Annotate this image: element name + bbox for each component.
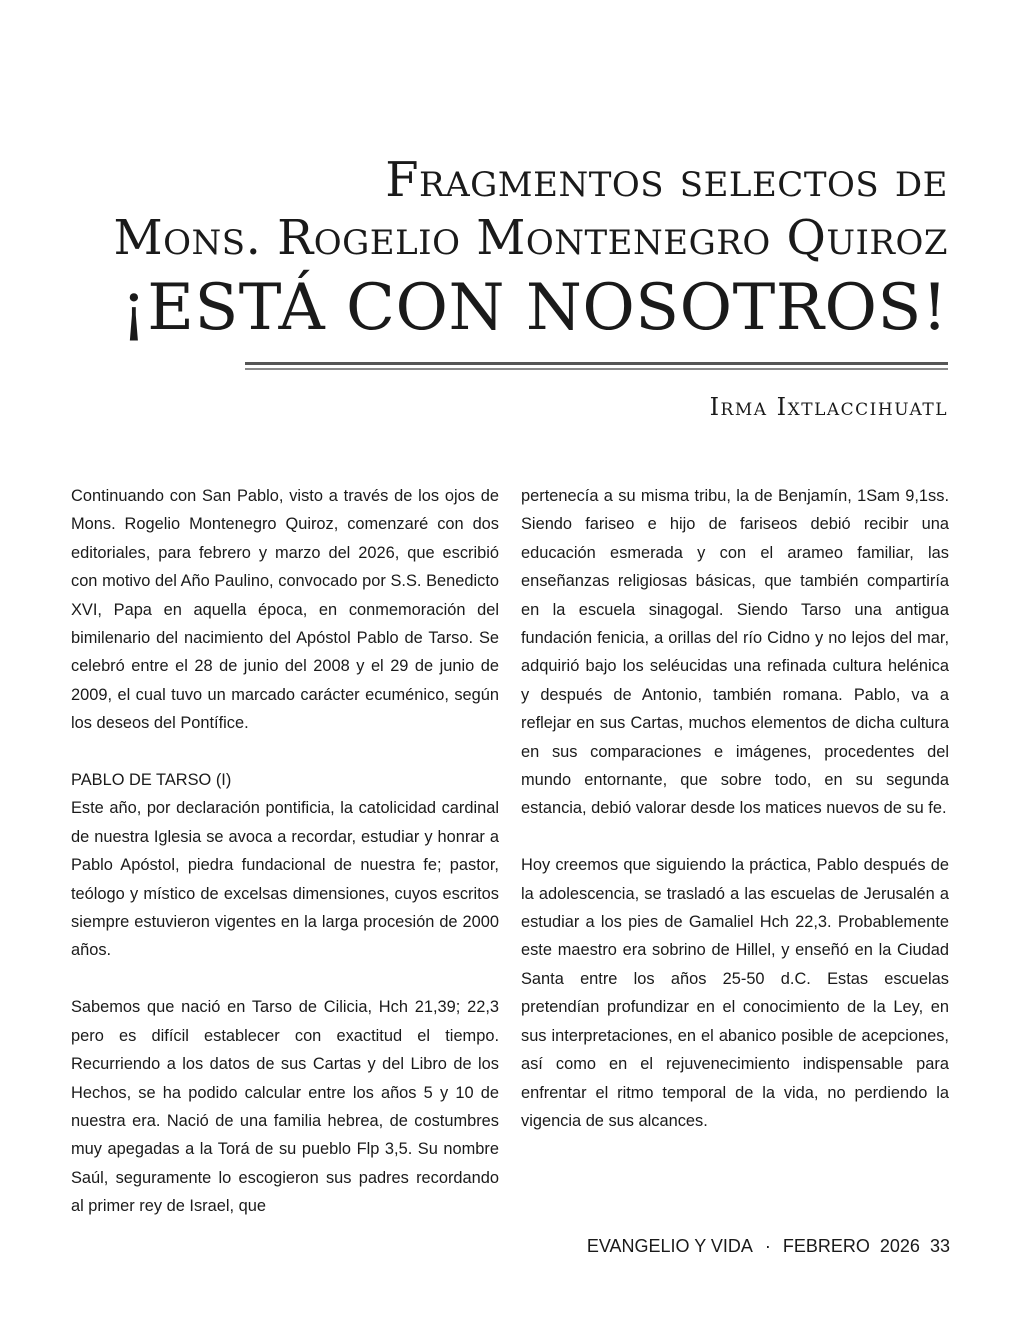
section-heading: PABLO DE TARSO (I): [71, 771, 232, 790]
publication-name: EVANGELIO Y VIDA: [586, 1236, 753, 1256]
paragraph: Continuando con San Pablo, visto a través de los ojos de Mons. Rogelio Montenegro Quiroz, comenzaré con dos editoriales, para febrero y marzo del 2026, que escribió con motivo del Año Paulino, convocado por S.S. Benedicto XVI, Papa en aquella época, en conmemoración del bimilenario del nacimiento del Apóstol Pablo de Tarso. Se celebró entre el 28 de junio del 2008 y el 29 de junio de 2009, el cual tuvo un marcado carácter ecuménico, según los deseos del Pontífice.: [71, 487, 499, 733]
author-byline: Irma Ixtlaccihuatl: [709, 393, 948, 421]
title-line-1: Fragmentos selectos de: [385, 152, 948, 208]
issue-date: FEBRERO 2026: [782, 1236, 920, 1256]
page-number: 33: [929, 1236, 950, 1256]
paragraph: Este año, por declaración pontificia, la catolicidad cardinal de nuestra Iglesia se avoca a recordar, estudiar y honrar a Pablo Apóstol, piedra fundacional de nuestra fe; pastor, teólogo y místico de excelsas dimensiones, cuyos escritos siempre estuvieron vigentes en la larga procesión de 2000 años.: [71, 799, 499, 960]
paragraph: Hoy creemos que siguiendo la práctica, Pablo después de la adolescencia, se trasladó a las escuelas de Jerusalén a estudiar a los pies de Gamaliel Hch 22,3. Probablemente este maestro era sobrino de Hillel, y enseñó en la Ciudad Santa entre los años 25-50 d.C. Estas escuelas pretendían profundizar en el conocimiento de la Ley, en sus interpretaciones, en el abanico posible de acepciones, así como en el rejuvenecimiento indispensable para enfrentar el ritmo temporal de la vida, no perdiendo la vigencia de sus alcances.: [521, 856, 949, 1130]
left-column: [71, 482, 499, 1221]
paragraph: pertenecía a su misma tribu, la de Benjamín, 1Sam 9,1ss. Siendo fariseo e hijo de fariseos debió recibir una educación esmerada y con el arameo familiar, las enseñanzas religiosas básicas, que también compartiría en la escuela sinagogal. Siendo Tarso una antigua fundación fenicia, a orillas del río Cidno y no lejos del mar, adquirió bajo los seléucidas una refinada cultura helénica y después de Antonio, también romana. Pablo, va a reflejar en sus Cartas, muchos elementos de dicha cultura en sus comparaciones e imágenes, procedentes del mundo entornante, que sobre todo, en su segunda estancia, debió valorar desde los matices nuevos de su fe.: [521, 487, 949, 818]
paragraph-gap: [71, 965, 499, 993]
title-line-2: Mons. Rogelio Montenegro Quiroz: [113, 210, 948, 266]
title-rule-thin: [245, 368, 948, 370]
paragraph-gap: [521, 823, 949, 851]
footer-separator: ·: [764, 1236, 771, 1256]
paragraph-gap: [71, 738, 499, 766]
paragraph: Sabemos que nació en Tarso de Cilicia, Hch 21,39; 22,3 pero es difícil establecer con exactitud el tiempo. Recurriendo a los datos de sus Cartas y del Libro de los Hechos, se ha podido calcular entre los años 5 y 10 de nuestra era. Nació de una familia hebrea, de costumbres muy apegadas a la Torá de su pueblo Flp 3,5. Su nombre Saúl, seguramente lo escogieron sus padres recordando al primer rey de Israel, que: [71, 998, 499, 1216]
title-line-3: ¡ESTÁ CON NOSOTROS!: [121, 271, 948, 345]
title-rule-thick: [245, 362, 948, 365]
page-footer: [587, 1236, 950, 1257]
right-column: [521, 482, 949, 1135]
